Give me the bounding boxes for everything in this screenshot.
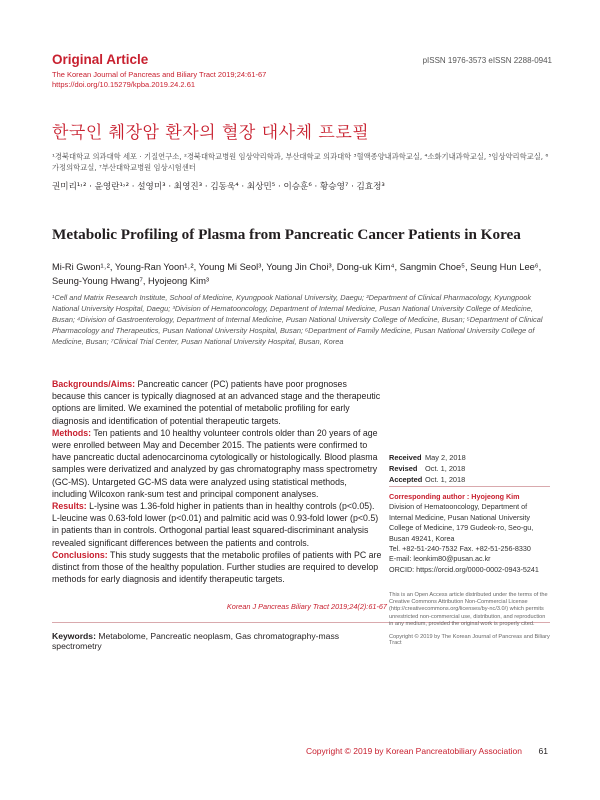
- corresponding-address: Division of Hematooncology, Department of Internal Medicine, Pusan National University College of Medicine, 179 Gudeok-ro, Seo-gu, Busan 49241, Korea: [389, 502, 534, 543]
- date-row-accepted: [389, 474, 549, 485]
- title-korean: 한국인 췌장암 환자의 혈장 대사체 프로필: [52, 123, 370, 143]
- abstract-results-label: Results:: [52, 501, 87, 512]
- keywords: [52, 631, 387, 651]
- dates-divider: [389, 486, 550, 487]
- abstract-conclusions: [52, 549, 382, 586]
- date-label: Received: [389, 453, 422, 462]
- affiliations-english: ¹Cell and Matrix Research Institute, School of Medicine, Kyungpook National University, Daegu; ²Department of Clinical Pharmacology, Kyungpook National University Hospital, Daegu; ³Division of Hematooncology, Department of Internal Medicine, Pusan National University College of Medicine, Busan; ⁴Division of Gastroenterology, Department of Internal Medicine, Pusan National University College of Medicine, Busan; ⁵Department of Clinical Pharmacology and Therapeutics, Pusan National University Hospital, Busan; ⁶Department of Family Medicine, Pusan National University College of Medicine, Busan; ⁷Clinical Trial Center, Pusan National University Hospital, Busan, Korea: [52, 293, 543, 346]
- issn-line: pISSN 1976-3573 eISSN 2288-0941: [422, 56, 552, 65]
- journal-citation-line: The Korean Journal of Pancreas and Biliary Tract 2019;24:61-67: [52, 70, 267, 79]
- doi-link[interactable]: https://doi.org/10.15279/kpba.2019.24.2.61: [52, 80, 196, 89]
- date-value: Oct. 1, 2018: [425, 464, 466, 473]
- abstract-methods-label: Methods:: [52, 427, 92, 438]
- abstract-methods-text: Ten patients and 10 healthy volunteer controls older than 20 years of age were enrolled between May and December 2015. The patients were confirmed to have pancreatic ductal adenocarcinoma cytologically or histologically. Blood plasma samples were derivatized and analyzed by gas chromatography mass spectrometry (GC-MS). Untargeted GC-MS data were analyzed using statistical methods, including Wilcoxon rank-sum test and principal component analyses.: [52, 427, 378, 499]
- article-dates: [389, 452, 549, 485]
- journal-copyright: Copyright © 2019 by The Korean Journal of Pancreas and Biliary Tract: [389, 634, 550, 646]
- date-label: Accepted: [389, 475, 423, 484]
- authors-english: Mi-Ri Gwon¹˒², Young-Ran Yoon¹˒², Young Mi Seol³, Young Jin Choi³, Dong-uk Kim⁴, Sangmin Choe⁵, Seung Hun Lee⁶, Seung-Young Hwang⁷, Hyojeong Kim³: [52, 262, 542, 286]
- keywords-label: Keywords:: [52, 631, 96, 641]
- abstract-results: [52, 500, 382, 549]
- abstract-conclusions-text: This study suggests that the metabolic profiles of patients with PC are distinct from those of the healthy population. Further studies are required to develop methods for early diagnosis and identify therapeutic targets.: [52, 549, 382, 585]
- abstract-methods: [52, 427, 382, 500]
- article-type: Original Article: [52, 52, 149, 67]
- date-label: Revised: [389, 464, 418, 473]
- abstract-conclusions-label: Conclusions:: [52, 549, 108, 560]
- corresponding-orcid[interactable]: ORCID: https://orcid.org/0000-0002-0943-5241: [389, 564, 539, 574]
- date-value: Oct. 1, 2018: [425, 475, 466, 484]
- corresponding-phone: Tel. +82-51-240-7532 Fax. +82-51-256-8330: [389, 544, 531, 554]
- authors-korean: 권미리¹˒² · 윤영란¹˒² · 설영미³ · 최영진³ · 김동욱⁴ · 최상민⁵ · 이승훈⁶ · 황승영⁷ · 김효정³: [52, 182, 385, 192]
- date-row-revised: [389, 463, 549, 474]
- abstract-background: [52, 378, 382, 427]
- abstract-results-text: L-lysine was 1.36-fold higher in patients than in healthy controls (p<0.05). L-leucine was 0.63-fold lower (p<0.01) and palmitic acid was 0.93-fold lower (p<0.5) in patients than in controls. Orthogonal partial least squared-discriminant analysis revealed significant differences between the patients and controls.: [52, 501, 379, 548]
- footer-copyright: Copyright © 2019 by Korean Pancreatobiliary Association: [305, 746, 522, 756]
- abstract-background-label: Backgrounds/Aims:: [52, 379, 136, 389]
- abstract-background-text: Pancreatic cancer (PC) patients have poor prognoses because this cancer is typically diagnosed at an advanced stage and the therapeutic options are limited. We examined the potential of metabolic profiling for early diagnosis and identification of potential therapeutic targets.: [52, 379, 381, 426]
- corresponding-author-label: Corresponding author : Hyojeong Kim: [389, 492, 520, 501]
- corresponding-email[interactable]: E-mail: leonkim80@pusan.ac.kr: [389, 554, 491, 564]
- corresponding-author: [389, 492, 550, 575]
- open-access-notice: This is an Open Access article distributed under the terms of the Creative Commons Attribution Non-Commercial License (http://creativecommons.org/licenses/by-nc/3.0/) which permits unrestricted non-commercial use, distribution, and reproduction in any medium, provided the original work is properly cited.: [389, 592, 548, 627]
- affiliations-korean: ¹경북대학교 의과대학 세포 · 기질연구소, ²경북대학교병원 임상약리학과, 부산대학교 의과대학 ³혈액종양내과학교실, ⁴소화기내과학교실, ⁵임상약리학교실, ⁶가정의학교실, ⁷부산대학교병원 임상시험센터: [52, 152, 549, 172]
- date-value: May 2, 2018: [425, 453, 466, 462]
- keywords-text: Metabolome, Pancreatic neoplasm, Gas chromatography-mass spectrometry: [52, 631, 340, 651]
- date-row-received: [389, 452, 549, 463]
- abstract: [52, 378, 382, 585]
- title-english: Metabolic Profiling of Plasma from Pancreatic Cancer Patients in Korea: [52, 226, 521, 243]
- article-citation: Korean J Pancreas Biliary Tract 2019;24(2):61-67: [226, 602, 387, 611]
- page-number: 61: [538, 746, 548, 756]
